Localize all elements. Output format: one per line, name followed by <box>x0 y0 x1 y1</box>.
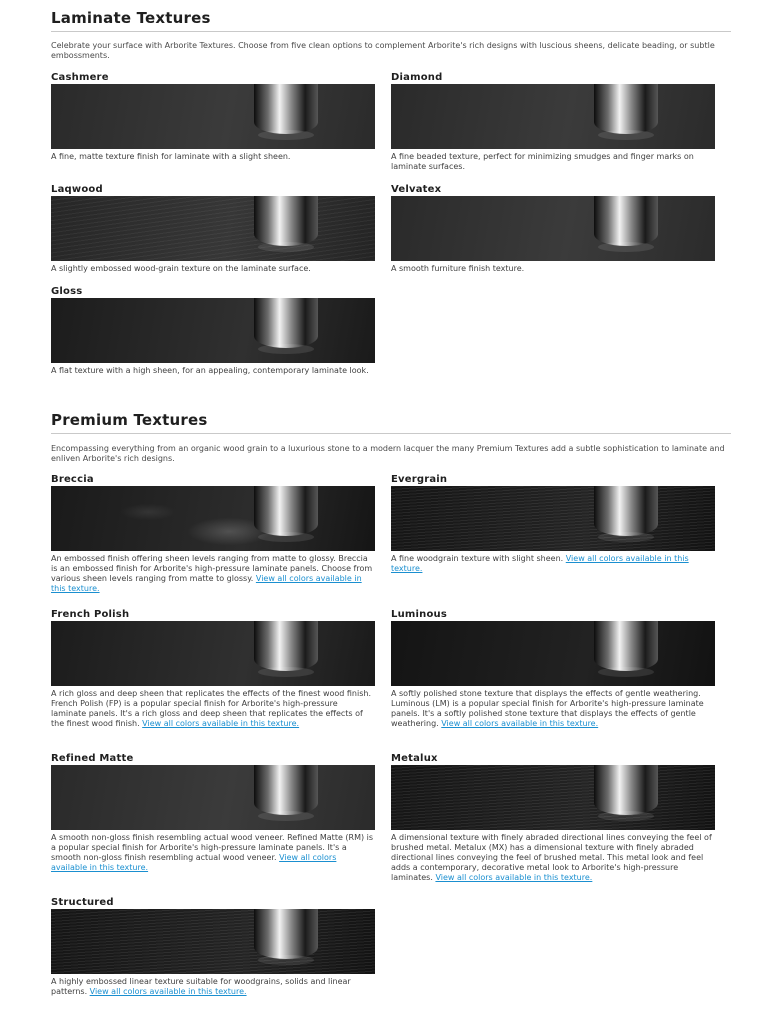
texture-name: Luminous <box>391 609 447 620</box>
view-colors-link[interactable]: View all colors available in this texture. <box>391 554 689 573</box>
description-text: A softly polished stone texture that displays the effects of gentle weathering. Luminous (LM) is a popular special finish for Arborite's high-pressure laminate panels. It's a softly polished stone texture that displays the effects of gentle weathering. <box>391 689 704 728</box>
texture-name: Metalux <box>391 753 438 764</box>
texture-card-evergrain <box>391 474 715 574</box>
knob-sample <box>254 621 318 671</box>
texture-card-french-polish <box>51 609 375 729</box>
texture-swatch-image <box>51 909 375 974</box>
texture-swatch-image <box>51 84 375 149</box>
texture-card-structured <box>51 897 375 997</box>
description-text: A highly embossed linear texture suitable for woodgrains, solids and linear patterns. <box>51 977 351 996</box>
texture-description <box>51 977 375 997</box>
texture-name: Structured <box>51 897 114 908</box>
texture-swatch-image <box>51 486 375 551</box>
texture-description: A fine, matte texture finish for laminate with a slight sheen. <box>51 152 291 161</box>
texture-description: A fine beaded texture, perfect for minimizing smudges and finger marks on laminate surfaces. <box>391 152 694 171</box>
texture-swatch-image <box>391 84 715 149</box>
laminate-section-title: Laminate Textures <box>51 9 211 27</box>
texture-description: A flat texture with a high sheen, for an appealing, contemporary laminate look. <box>51 366 369 375</box>
texture-swatch-image <box>391 621 715 686</box>
knob-sample <box>594 621 658 671</box>
texture-swatch-image <box>51 621 375 686</box>
view-colors-link[interactable]: View all colors available in this texture. <box>51 574 362 593</box>
knob-sample <box>594 84 658 134</box>
texture-card-gloss <box>51 286 375 376</box>
texture-description <box>51 554 375 594</box>
laminate-divider <box>51 31 731 32</box>
texture-swatch-image <box>391 765 715 830</box>
texture-card-cashmere <box>51 72 375 162</box>
knob-sample <box>254 84 318 134</box>
knob-sample <box>254 298 318 348</box>
texture-card-refined-matte <box>51 753 375 873</box>
knob-sample <box>254 765 318 815</box>
laminate-intro: Celebrate your surface with Arborite Textures. Choose from five clean options to complement Arborite's rich designs with luscious sheens, delicate beading, or subtle embossments. <box>51 41 715 60</box>
texture-name: Evergrain <box>391 474 448 485</box>
knob-sample <box>254 196 318 246</box>
texture-name: Diamond <box>391 72 443 83</box>
knob-sample <box>594 196 658 246</box>
description-text: A smooth non-gloss finish resembling actual wood veneer. Refined Matte (RM) is a popular special finish for Arborite's high-pressure laminate panels. It's a smooth non-gloss finish resembling actual wood veneer. <box>51 833 374 862</box>
texture-swatch-image <box>391 486 715 551</box>
texture-card-metalux <box>391 753 715 883</box>
texture-card-laqwood <box>51 184 375 274</box>
view-colors-link[interactable]: View all colors available in this texture. <box>435 873 593 882</box>
knob-sample <box>254 486 318 536</box>
texture-swatch-image <box>51 765 375 830</box>
knob-sample <box>594 765 658 815</box>
premium-divider <box>51 433 731 434</box>
texture-description <box>391 689 715 729</box>
texture-card-breccia <box>51 474 375 594</box>
premium-intro: Encompassing everything from an organic wood grain to a luxurious stone to a modern lacquer the many Premium Textures add a subtle sophistication to laminate and enliven Arborite's rich designs. <box>51 444 725 463</box>
premium-section-title: Premium Textures <box>51 411 208 429</box>
texture-swatch-image <box>391 196 715 261</box>
texture-description <box>391 554 715 574</box>
texture-description <box>51 689 375 729</box>
texture-card-luminous <box>391 609 715 729</box>
texture-name: Refined Matte <box>51 753 134 764</box>
view-colors-link[interactable]: View all colors available in this texture. <box>142 719 300 728</box>
knob-sample <box>254 909 318 959</box>
description-text: A dimensional texture with finely abraded directional lines conveying the feel of brushed metal. Metalux (MX) has a dimensional texture with finely abraded directional lines conveying the feel of brushed metal. This metal look and feel adds a contemporary, decorative metal look to Arborite's high-pressure laminates. <box>391 833 712 882</box>
view-colors-link[interactable]: View all colors available in this texture. <box>51 853 337 872</box>
view-colors-link[interactable]: View all colors available in this texture. <box>89 987 247 996</box>
texture-card-velvatex <box>391 184 715 274</box>
texture-name: Velvatex <box>391 184 442 195</box>
description-text: A rich gloss and deep sheen that replicates the effects of the finest wood finish. French Polish (FP) is a popular special finish for Arborite's high-pressure laminate panels. It's a rich gloss and deep sheen that replicates the effects of the finest wood finish. <box>51 689 372 728</box>
texture-name: Gloss <box>51 286 83 297</box>
texture-description: A smooth furniture finish texture. <box>391 264 525 273</box>
description-text: An embossed finish offering sheen levels ranging from matte to glossy. Breccia is an embossed finish for Arborite's high-pressure laminate panels. Choose from various sheen levels ranging from matte to glossy. <box>51 554 373 583</box>
description-text: A fine woodgrain texture with slight sheen. <box>391 554 564 563</box>
texture-swatch-image <box>51 196 375 261</box>
texture-name: French Polish <box>51 609 130 620</box>
knob-sample <box>594 486 658 536</box>
texture-description <box>51 833 375 873</box>
texture-swatch-image <box>51 298 375 363</box>
texture-description: A slightly embossed wood-grain texture on the laminate surface. <box>51 264 311 273</box>
texture-name: Breccia <box>51 474 94 485</box>
texture-description <box>391 833 715 883</box>
texture-name: Cashmere <box>51 72 109 83</box>
view-colors-link[interactable]: View all colors available in this texture. <box>441 719 599 728</box>
texture-card-diamond <box>391 72 715 172</box>
texture-name: Laqwood <box>51 184 103 195</box>
